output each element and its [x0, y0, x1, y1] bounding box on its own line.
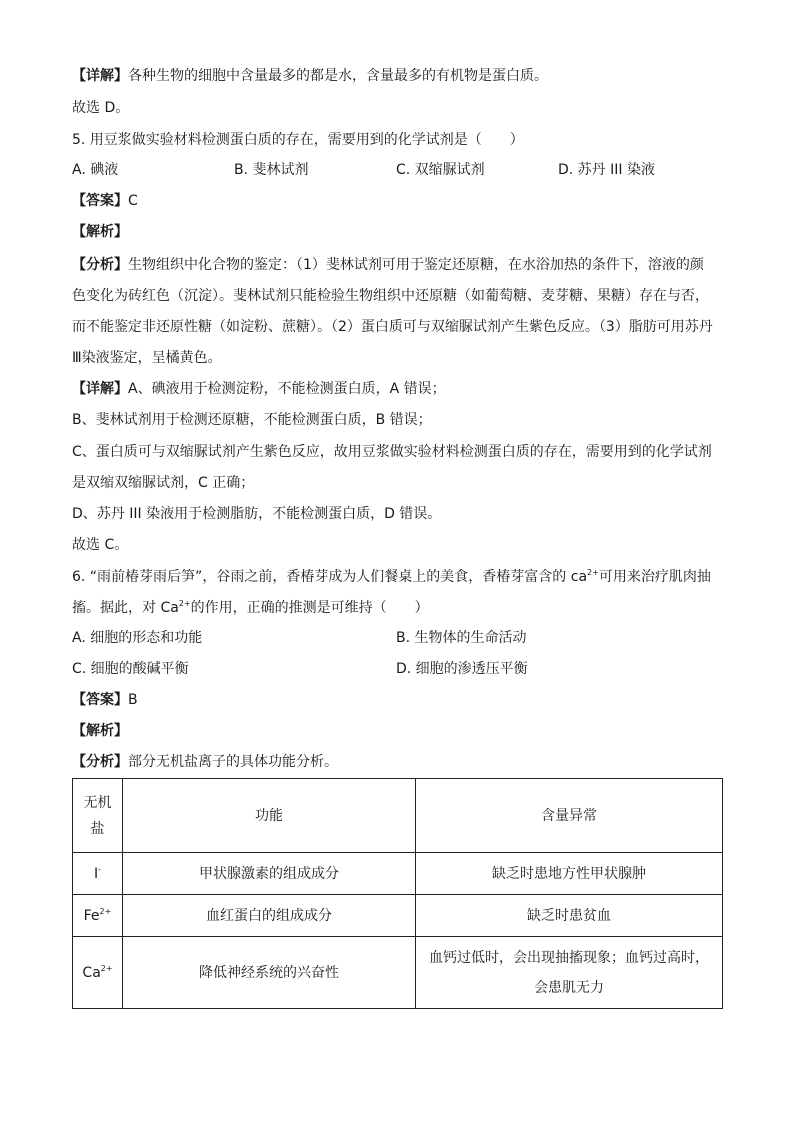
q5-option-b: B. 斐林试剂 — [234, 162, 309, 178]
inorganic-salt-table — [72, 778, 723, 1009]
ion-cell — [73, 895, 123, 937]
ion-cell — [73, 937, 123, 1009]
charge-superscript: 2+ — [178, 599, 191, 608]
header-ion — [73, 779, 123, 853]
fenxi-text: 生物组织中化合物的鉴定：（1）斐林试剂可用于鉴定还原糖，在水浴加热的条件下，溶液的颜 — [128, 257, 704, 273]
q6-fenxi-line — [72, 752, 338, 772]
q6-option-d: D. 细胞的渗透压平衡 — [396, 661, 528, 677]
q6-option-c: C. 细胞的酸碱平衡 — [72, 661, 189, 677]
q6-option-b: B. 生物体的生命活动 — [396, 630, 527, 646]
q5-detail-line-3: C、蛋白质可与双缩脲试剂产生紫色反应，故用豆浆做实验材料检测蛋白质的存在，需要用到的化学试剂 — [72, 444, 712, 460]
q5-option-d: D. 苏丹 III 染液 — [558, 162, 655, 178]
stem-text: 搐。据此，对 Ca — [72, 600, 179, 616]
stem-text: 可用来治疗肌肉抽 — [598, 569, 711, 585]
abnormal-cell — [416, 937, 723, 1009]
ion-symbol: Ca — [82, 964, 101, 981]
ion-cell — [73, 853, 123, 895]
table-row — [73, 895, 723, 937]
q6-option-a: A. 细胞的形态和功能 — [72, 630, 203, 646]
table-row — [73, 853, 723, 895]
q5-detail-line-1 — [72, 379, 446, 399]
ion-symbol: Fe — [83, 907, 100, 924]
q5-choice: 故选 C。 — [72, 537, 129, 553]
table-header-row — [73, 779, 723, 853]
charge-superscript: 2+ — [587, 568, 599, 577]
q4-detail-line — [72, 66, 548, 86]
answer-tag: 【答案】 — [72, 692, 128, 708]
q5-fenxi-line-1 — [72, 255, 704, 275]
q6-stem-line-1 — [72, 567, 711, 587]
q5-detail-line-2: B、斐林试剂用于检测还原糖，不能检测蛋白质，B 错误； — [72, 412, 432, 428]
function-cell: 血红蛋白的组成成分 — [123, 895, 416, 937]
ion-charge: 2+ — [99, 906, 112, 916]
q5-fenxi-line-2: 色变化为砖红色（沉淀）。斐林试剂只能检验生物组织中还原糖（如葡萄糖、麦芽糖、果糖）存在与否， — [72, 288, 709, 304]
function-cell: 降低神经系统的兴奋性 — [123, 937, 416, 1009]
detail-text: 各种生物的细胞中含量最多的都是水，含量最多的有机物是蛋白质。 — [128, 68, 548, 84]
q5-detail-line-4: 是双缩双缩脲试剂，C 正确； — [72, 475, 255, 491]
fenxi-tag: 【分析】 — [72, 754, 128, 770]
header-function: 功能 — [123, 779, 416, 853]
answer-value: C — [128, 193, 138, 209]
detail-tag: 【详解】 — [72, 381, 128, 397]
q5-detail-line-5: D、苏丹 III 染液用于检测脂肪，不能检测蛋白质，D 错误。 — [72, 506, 442, 522]
ion-symbol: I — [93, 865, 99, 882]
header-ion-text: 无机盐 — [83, 794, 112, 837]
stem-text: 的作用，正确的推测是可维持（ ） — [190, 600, 429, 616]
answer-tag: 【答案】 — [72, 193, 128, 209]
q5-option-c: C. 双缩脲试剂 — [396, 162, 485, 178]
q5-fenxi-line-4: Ⅲ染液鉴定，呈橘黄色。 — [72, 350, 222, 366]
function-cell: 甲状腺激素的组成成分 — [123, 853, 416, 895]
ion-charge: - — [98, 864, 102, 874]
abnormal-cell: 缺乏时患贫血 — [416, 895, 723, 937]
q5-answer — [72, 191, 138, 211]
fenxi-text: 部分无机盐离子的具体功能分析。 — [128, 754, 338, 770]
stem-text: 6. “雨前椿芽雨后笋”，谷雨之前，香椿芽成为人们餐桌上的美食，香椿芽富含的 ca — [72, 569, 588, 585]
q4-choice: 故选 D。 — [72, 100, 130, 116]
detail-tag: 【详解】 — [72, 68, 128, 84]
abnormal-line-1: 血钙过低时，会出现抽搐现象；血钙过高时， — [429, 949, 709, 966]
q5-fenxi-line-3: 而不能鉴定非还原性糖（如淀粉、蔗糖）。（2）蛋白质可与双缩脲试剂产生紫色反应。（3）脂肪可用苏丹 — [72, 319, 713, 335]
fenxi-tag: 【分析】 — [72, 257, 128, 273]
abnormal-line-2: 会患肌无力 — [534, 979, 604, 996]
q5-stem: 5. 用豆浆做实验材料检测蛋白质的存在，需要用到的化学试剂是（ ） — [72, 132, 524, 148]
header-abnormal: 含量异常 — [416, 779, 723, 853]
q6-analysis-tag: 【解析】 — [72, 723, 128, 739]
table-row — [73, 937, 723, 1009]
detail-text: A、碘液用于检测淀粉，不能检测蛋白质，A 错误； — [128, 381, 446, 397]
q6-answer — [72, 690, 138, 710]
ion-charge: 2+ — [100, 963, 113, 973]
q5-option-a: A. 碘液 — [72, 162, 119, 178]
q6-stem-line-2 — [72, 598, 429, 618]
answer-value: B — [128, 692, 138, 708]
q5-analysis-tag: 【解析】 — [72, 224, 128, 240]
abnormal-cell: 缺乏时患地方性甲状腺肿 — [416, 853, 723, 895]
